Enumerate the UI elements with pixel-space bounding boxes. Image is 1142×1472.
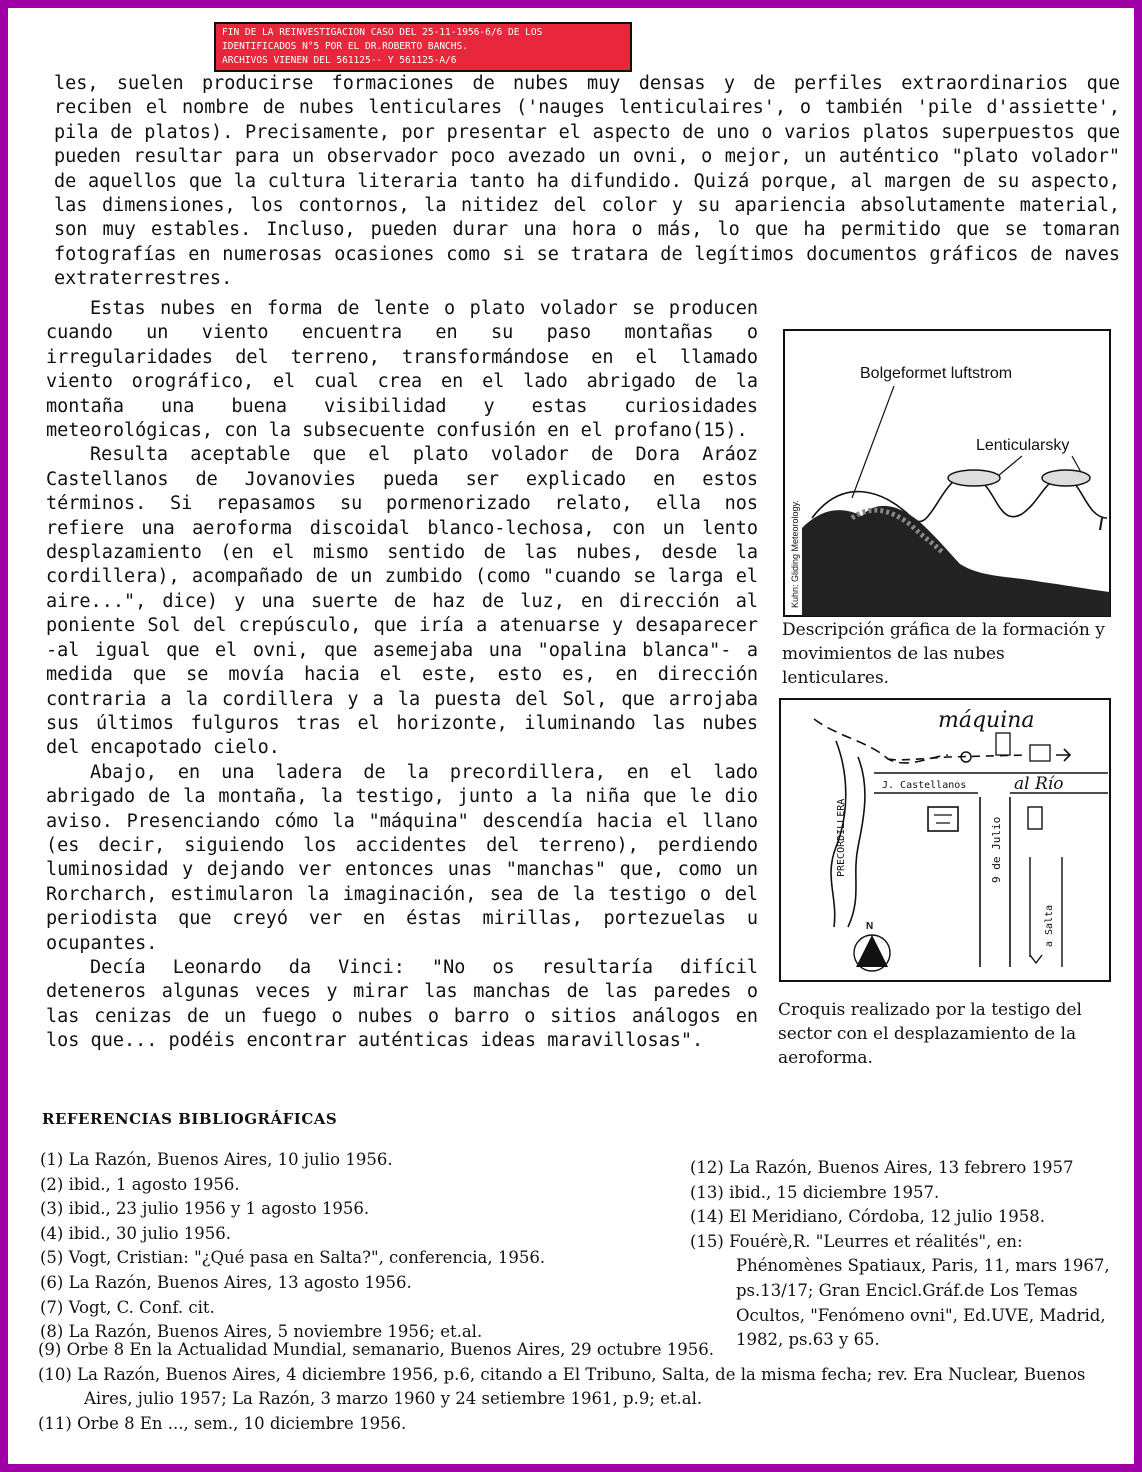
reference-1: (1) La Razón, Buenos Aires, 10 julio 1956.	[40, 1150, 393, 1169]
street-castellanos: J. Castellanos	[882, 780, 967, 791]
reference-9: (9) Orbe 8 En la Actualidad Mundial, semanario, Buenos Aires, 29 octubre 1956.	[38, 1340, 714, 1359]
figure1-label-top: Bolgeformet luftstrom	[860, 365, 1013, 382]
references-bottom	[38, 1338, 1118, 1436]
reference-13: (13) ibid., 15 diciembre 1957.	[690, 1182, 940, 1202]
reference-14: (14) El Meridiano, Córdoba, 12 julio 1958.	[690, 1207, 1046, 1227]
reference-11: (11) Orbe 8 En ..., sem., 10 diciembre 1956.	[38, 1413, 407, 1433]
paragraph-2: Estas nubes en forma de lente o plato volador se producen cuando un viento encuentra en su paso montañas o irregularidades del terreno, transformándose en el llamado viento orográfico, el cual crea en el lado abrigado de la montaña una buena visibilidad y estas curiosidades meteorológicas, con la subsecuente confusión en el profano(15).	[46, 298, 758, 442]
references-left	[40, 1148, 690, 1345]
street-a-salta: a Salta	[1044, 904, 1055, 947]
lenticular-cloud-diagram	[782, 328, 1112, 618]
region-precordillera: PRECORDILLERA	[836, 798, 847, 877]
paragraph-3: Resulta aceptable que el plato volador de Dora Aráoz Castellanos de Jovanovies pueda ser explicado en estos términos. Si repasamos su pormenorizado relato, ella nos refiere una aeroforma discoidal blanco-lechosa, con un lento desplazamiento (en el mismo sentido de las nubes, desde la cordillera), acompañado de un zumbido (como "cuando se larga el aire...", dice) y una suerte de haz de luz, en dirección al poniente Sol del crepúsculo, que iría a atenuarse y desaparecer -al igual que el ovni, que asemejaba una "opalina blanca"- a medida que se movía hacia el este, esto es, en dirección contraria a la cordillera y a la puesta del Sol, que arrojaba sus últimos fulguros tras el horizonte, iluminando las nubes del encapotado cielo.	[46, 444, 758, 759]
figure1-credit: Kuhn: Gliding Meteorology.	[790, 500, 800, 608]
paragraph-5: Decía Leonardo da Vinci: "No os resultaría difícil deteneros algunas veces y mirar las manchas de las paredes o las cenizas de un fuego o nubes o barro o sitios análogos en los que... podéis encontrar auténticas ideas maravillosas".	[46, 956, 758, 1052]
opening-paragraph	[54, 72, 1120, 292]
document-page	[8, 8, 1134, 1464]
paragraph-1: les, suelen producirse formaciones de nubes muy densas y de perfiles extraordinarios que reciben el nombre de nubes lenticulares ('nauges lenticulaires', o también 'pile d'assiette', pila de platos). Precisamente, por presentar el aspecto de uno o varios platos superpuestos que pueden resultar para un observador poco avezado un ovni, o mejor, un auténtico "plato volador" de aquellos que la cultura literaria tanto ha difundido. Quizá porque, al margen de su aspecto, las dimensiones, los contornos, la nitidez del color y su apariencia absolutamente material, son muy estables. Incluso, pueden durar una hora o más, lo que ha permitido que se tomaran fotografías en numerosas ocasiones como si se tratara de legítimos documentos gráficos de naves extraterrestres.	[54, 73, 1120, 290]
reference-4: (4) ibid., 30 julio 1956.	[40, 1223, 231, 1243]
witness-sketch-map	[778, 697, 1112, 983]
reference-7: (7) Vogt, C. Conf. cit.	[40, 1297, 215, 1317]
paragraph-4: Abajo, en una ladera de la precordillera, en el lado abrigado de la montaña, la testigo, junto a la niña que le dio aviso. Presenciando cómo la "máquina" descendía hacia el llano (es decir, siguiendo los accidentes del terreno), perdiendo luminosidad y dejando ver entonces unas "manchas" que, como un Rorcharch, estimularon la imaginación, sea de la testigo o del periodista que creyó ver en éstas mirillas, portezuelas u ocupantes.	[46, 761, 758, 954]
reference-5: (5) Vogt, Cristian: "¿Qué pasa en Salta?", conferencia, 1956.	[40, 1248, 546, 1268]
figure2-caption: Croquis realizado por la testigo del sector con el desplazamiento de la aeroforma.	[778, 1000, 1082, 1068]
figure1-caption: Descripción gráfica de la formación y movimientos de las nubes lenticulares.	[782, 620, 1105, 688]
lenticular-cloud-2	[1042, 470, 1090, 486]
handwritten-al-rio: al Río	[1014, 774, 1064, 794]
references-title: REFERENCIAS BIBLIOGRÁFICAS	[42, 1110, 338, 1128]
archive-stamp	[214, 22, 632, 72]
reference-6: (6) La Razón, Buenos Aires, 13 agosto 1956.	[40, 1272, 412, 1292]
references-right	[690, 1156, 1120, 1353]
figure1-label-right: Lenticularsky	[976, 437, 1070, 454]
handwritten-maquina: máquina	[938, 708, 1035, 733]
reference-12: (12) La Razón, Buenos Aires, 13 febrero 1957	[690, 1158, 1074, 1177]
reference-8: (8) La Razón, Buenos Aires, 5 noviembre 1956; et.al.	[40, 1322, 483, 1342]
stamp-line-3: ARCHIVOS VIENEN DEL 561125-- Y 561125-A/6	[222, 55, 457, 66]
left-column	[46, 297, 758, 1054]
north-label: N	[866, 921, 874, 932]
reference-3: (3) ibid., 23 julio 1956 y 1 agosto 1956.	[40, 1199, 370, 1219]
stamp-line-1: FIN DE LA REINVESTIGACION CASO DEL 25-11-1956-6/6 DE LOS	[222, 27, 543, 38]
lenticular-cloud-1	[948, 470, 1000, 486]
street-9-de-julio: 9 de Julio	[990, 816, 1003, 883]
stamp-line-2: IDENTIFICADOS N°5 POR EL DR.ROBERTO BANCHS.	[222, 41, 468, 52]
reference-15: (15) Fouérè,R. "Leurres et réalités", en: Phénomènes Spatiaux, Paris, 11, mars 1967, ps.13/17; Gran Encicl.Gráf.de Los Temas Ocultos, "Fenómeno ovni", Ed.UVE, Madrid, 1982, ps.63 y 65.	[690, 1231, 1110, 1350]
reference-2: (2) ibid., 1 agosto 1956.	[40, 1174, 240, 1194]
reference-10: (10) La Razón, Buenos Aires, 4 diciembre 1956, p.6, citando a El Tribuno, Salta, de la misma fecha; rev. Era Nuclear, Buenos Aires, julio 1957; La Razón, 3 marzo 1960 y 24 setiembre 1961, p.9; et.al.	[38, 1364, 1086, 1409]
